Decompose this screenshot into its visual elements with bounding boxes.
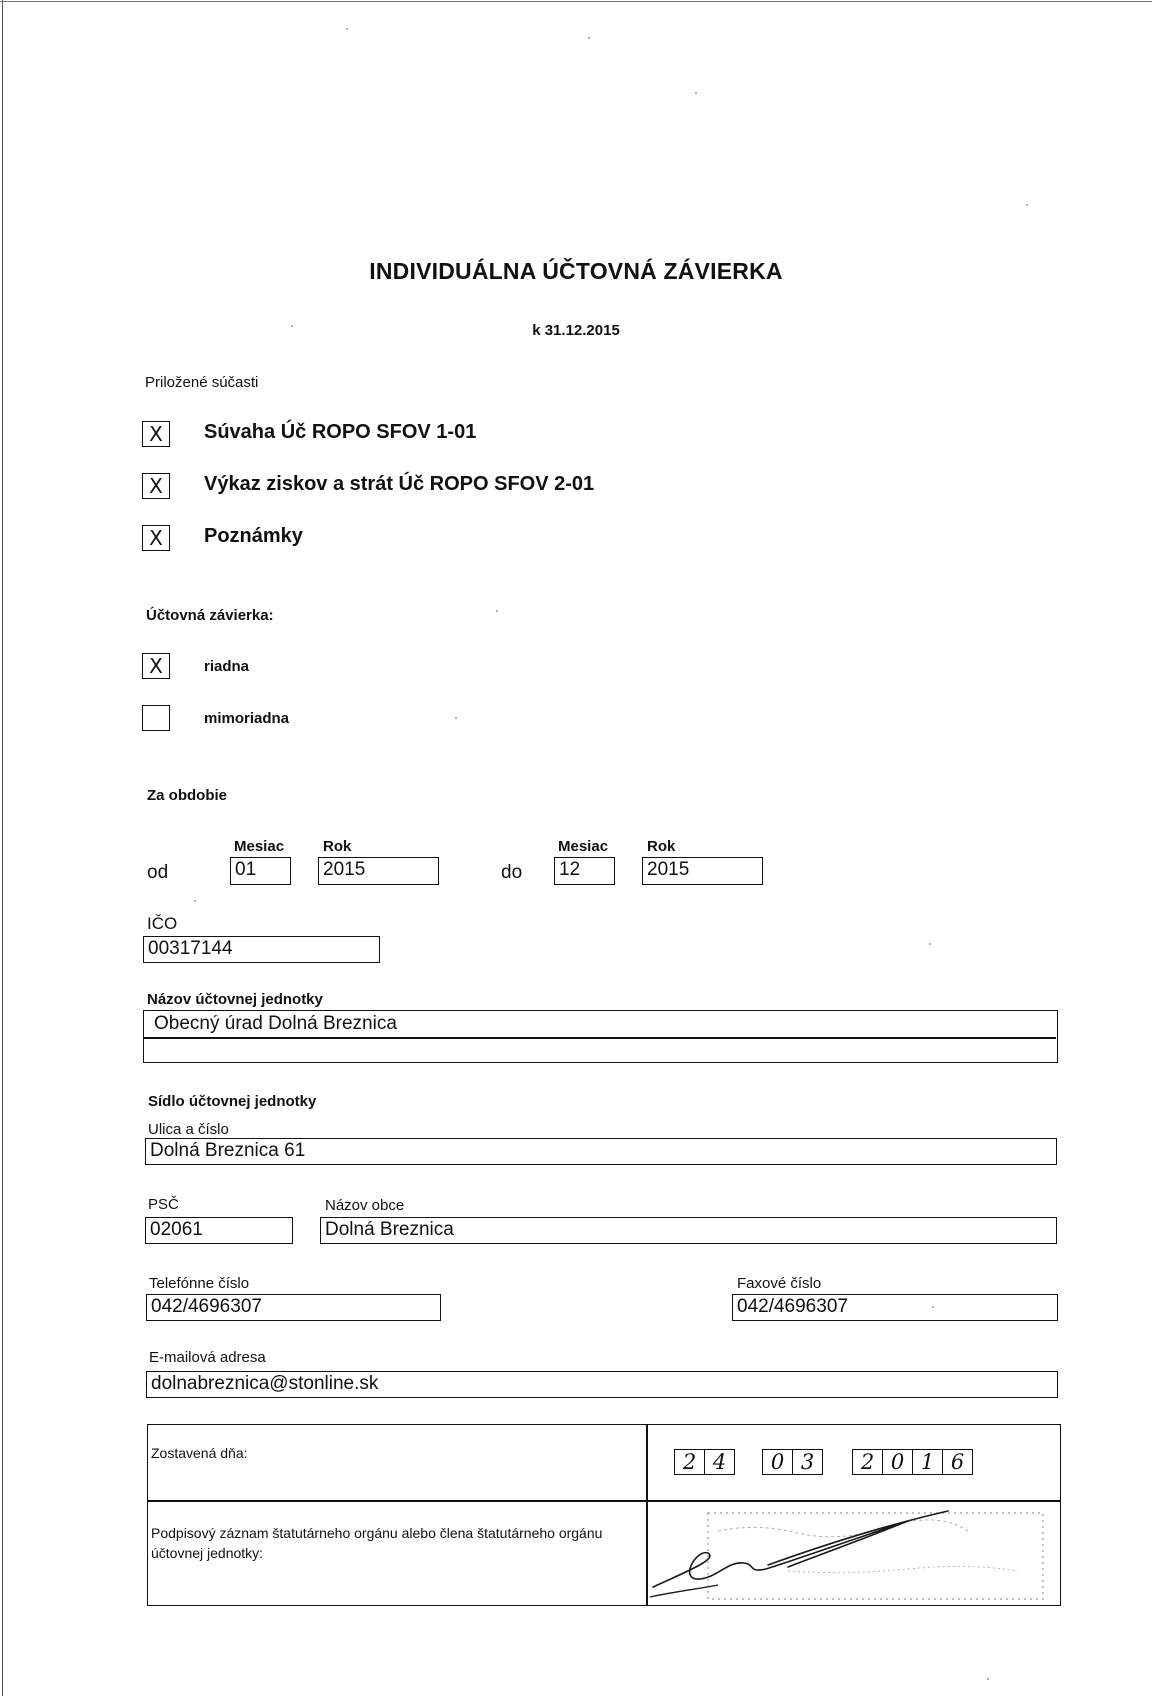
period-label: Za obdobie <box>147 787 227 804</box>
from-month-field[interactable]: 01 <box>230 857 291 885</box>
to-label: do <box>501 862 523 883</box>
phone-field[interactable]: 042/4696307 <box>146 1294 441 1321</box>
from-year-label: Rok <box>323 838 352 855</box>
scan-speck <box>929 943 931 945</box>
entity-name-box[interactable] <box>143 1010 1058 1063</box>
balance-sheet-checkbox[interactable]: X <box>142 421 170 447</box>
ico-field[interactable]: 00317144 <box>143 936 380 963</box>
scan-speck <box>695 92 697 94</box>
income-statement-checkbox[interactable]: X <box>142 473 170 499</box>
document-title: INDIVIDUÁLNA ÚČTOVNÁ ZÁVIERKA <box>369 258 783 284</box>
psc-field[interactable]: 02061 <box>145 1217 293 1244</box>
email-field[interactable]: dolnabreznica@stonline.sk <box>146 1371 1058 1398</box>
day-digit: 2 <box>675 1450 705 1474</box>
from-label: od <box>147 862 169 883</box>
compiled-day-field[interactable] <box>674 1449 735 1475</box>
scan-speck <box>346 28 348 30</box>
compiled-year-field[interactable] <box>852 1449 973 1475</box>
regular-closing-label: riadna <box>204 658 250 675</box>
year-digit: 2 <box>853 1450 883 1474</box>
year-digit: 6 <box>950 1450 965 1474</box>
street-field[interactable]: Dolná Breznica 61 <box>145 1138 1057 1165</box>
signature-and-stamp <box>648 1501 1060 1605</box>
year-digit: 0 <box>883 1450 913 1474</box>
entity-name-label: Názov účtovnej jednotky <box>147 991 323 1008</box>
scan-edge-top <box>0 1 1152 2</box>
city-field[interactable]: Dolná Breznica <box>320 1217 1057 1244</box>
stamp-text-trace <box>788 1566 1018 1572</box>
closing-type-label: Účtovná závierka: <box>146 607 274 624</box>
scan-speck <box>496 610 498 612</box>
stamp-text-trace <box>718 1520 968 1537</box>
fax-label: Faxové číslo <box>737 1275 822 1292</box>
entity-name-line1: Obecný úrad Dolná Breznica <box>154 1013 397 1034</box>
scan-speck <box>194 900 196 902</box>
scan-speck <box>455 717 457 719</box>
to-year-field[interactable]: 2015 <box>642 857 763 885</box>
regular-closing-checkbox[interactable]: X <box>142 653 170 679</box>
notes-label: Poznámky <box>204 525 303 547</box>
to-year-label: Rok <box>647 838 676 855</box>
from-year-field[interactable]: 2015 <box>318 857 439 885</box>
month-digit: 3 <box>800 1450 815 1474</box>
to-month-label: Mesiac <box>558 838 609 855</box>
to-month-field[interactable]: 12 <box>554 857 615 885</box>
extraordinary-closing-checkbox[interactable] <box>142 705 170 731</box>
ico-label: IČO <box>147 914 178 933</box>
phone-label: Telefónne číslo <box>149 1275 250 1292</box>
email-label: E-mailová adresa <box>149 1349 266 1366</box>
balance-sheet-label: Súvaha Úč ROPO SFOV 1-01 <box>204 421 477 443</box>
attachments-label: Priložené súčasti <box>145 374 259 391</box>
year-digit: 1 <box>913 1450 943 1474</box>
from-month-label: Mesiac <box>234 838 285 855</box>
city-label: Názov obce <box>325 1197 405 1214</box>
as-of-date: k 31.12.2015 <box>532 322 620 339</box>
fax-field[interactable]: 042/4696307 <box>732 1294 1058 1321</box>
notes-checkbox[interactable]: X <box>142 525 170 551</box>
scan-edge-left <box>2 0 3 1696</box>
scan-speck <box>588 37 590 39</box>
address-section-label: Sídlo účtovnej jednotky <box>148 1093 317 1110</box>
psc-label: PSČ <box>148 1196 179 1213</box>
day-digit: 4 <box>712 1450 727 1474</box>
scan-speck <box>987 1678 989 1680</box>
street-label: Ulica a číslo <box>148 1121 229 1138</box>
compiled-month-field[interactable] <box>762 1449 823 1475</box>
extraordinary-closing-label: mimoriadna <box>204 710 290 727</box>
compiled-date-label: Zostavená dňa: <box>151 1445 248 1461</box>
handwritten-signature <box>653 1511 948 1587</box>
stamp-outline <box>708 1513 1043 1599</box>
signature-table <box>147 1424 1061 1606</box>
month-digit: 0 <box>763 1450 793 1474</box>
scan-speck <box>1026 204 1028 206</box>
entity-name-divider <box>144 1037 1056 1039</box>
signature-record-label: Podpisový záznam štatutárneho orgánu alebo člena štatutárneho orgánu účtovnej jednotky: <box>151 1525 603 1561</box>
income-statement-label: Výkaz ziskov a strát Úč ROPO SFOV 2-01 <box>204 473 595 495</box>
